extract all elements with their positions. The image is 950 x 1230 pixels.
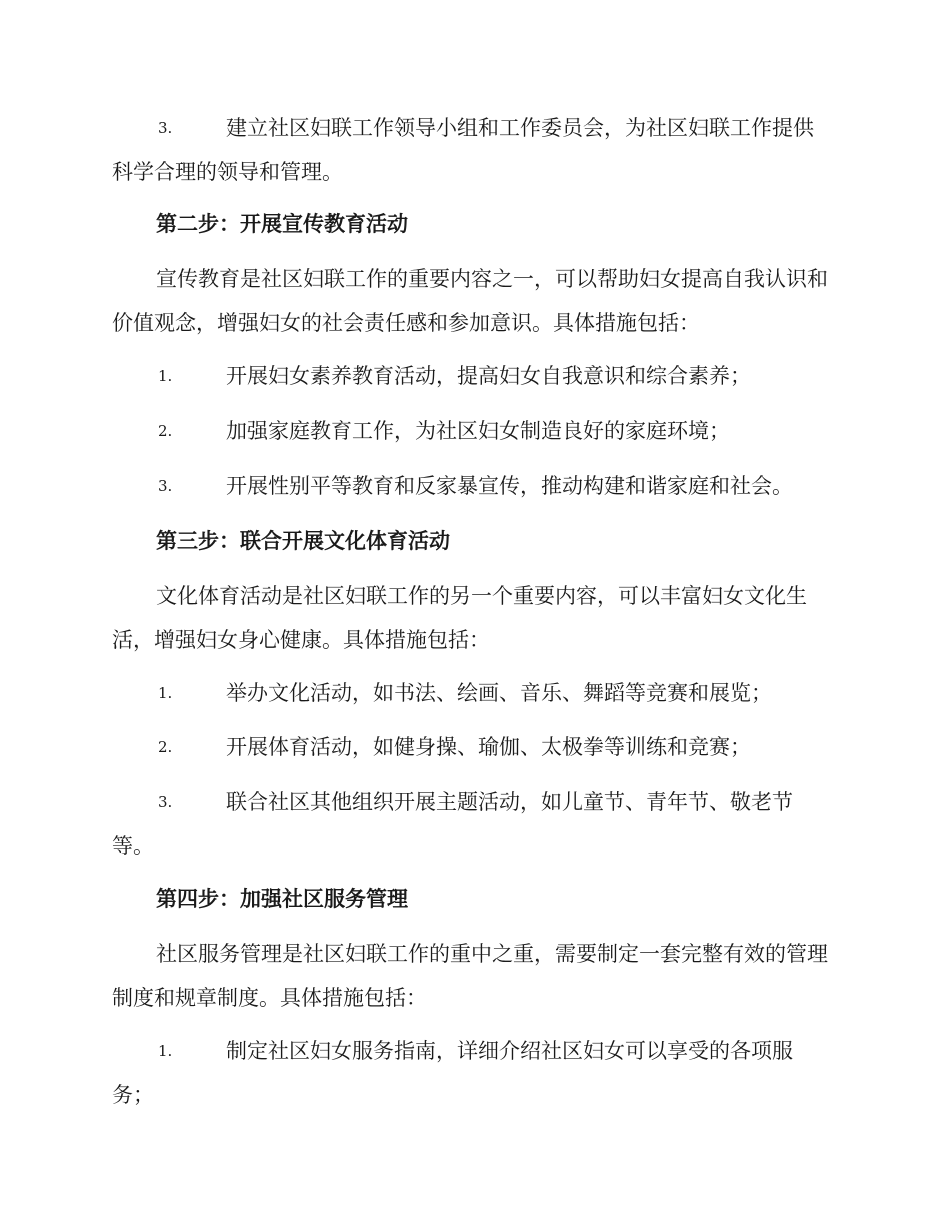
list-item: [112, 671, 832, 715]
list-text: 开展妇女素养教育活动，提高妇女自我意识和综合素养；: [226, 364, 751, 388]
list-item: [112, 780, 832, 868]
list-number: 3.: [158, 793, 173, 811]
list-text: 建立社区妇联工作领导小组和工作委员会，为社区妇联工作提供科学合理的领导和管理。: [112, 116, 814, 184]
list-item: [112, 1029, 832, 1117]
list-item: [112, 354, 832, 398]
section-heading: 第三步：联合开展文化体育活动: [156, 528, 450, 553]
list-number: 1.: [158, 367, 173, 385]
section-heading: 第四步：加强社区服务管理: [156, 886, 408, 911]
paragraph: 社区服务管理是社区妇联工作的重中之重，需要制定一套完整有效的管理制度和规章制度。具体措施包括：: [112, 942, 828, 1010]
list-text: 联合社区其他组织开展主题活动，如儿童节、青年节、敬老节等。: [112, 790, 793, 858]
list-number: 3.: [158, 119, 173, 137]
paragraph: 宣传教育是社区妇联工作的重要内容之一，可以帮助妇女提高自我认识和价值观念，增强妇女的社会责任感和参加意识。具体措施包括：: [112, 267, 828, 335]
list-text: 制定社区妇女服务指南，详细介绍社区妇女可以享受的各项服务；: [112, 1039, 793, 1107]
list-item: [112, 409, 832, 453]
list-number: 1.: [158, 684, 173, 702]
list-item: [112, 464, 832, 508]
list-text: 开展性别平等教育和反家暴宣传，推动构建和谐家庭和社会。: [226, 474, 793, 498]
list-text: 举办文化活动，如书法、绘画、音乐、舞蹈等竞赛和展览；: [226, 681, 772, 705]
list-number: 2.: [158, 422, 173, 440]
paragraph: 文化体育活动是社区妇联工作的另一个重要内容，可以丰富妇女文化生活，增强妇女身心健康。具体措施包括：: [112, 584, 807, 652]
list-item: [112, 725, 832, 769]
list-text: 开展体育活动，如健身操、瑜伽、太极拳等训练和竞赛；: [226, 735, 751, 759]
section-heading: 第二步：开展宣传教育活动: [156, 211, 408, 236]
list-number: 3.: [158, 477, 173, 495]
list-item: [112, 106, 832, 194]
list-number: 2.: [158, 738, 173, 756]
list-number: 1.: [158, 1042, 173, 1060]
list-text: 加强家庭教育工作，为社区妇女制造良好的家庭环境；: [226, 419, 730, 443]
